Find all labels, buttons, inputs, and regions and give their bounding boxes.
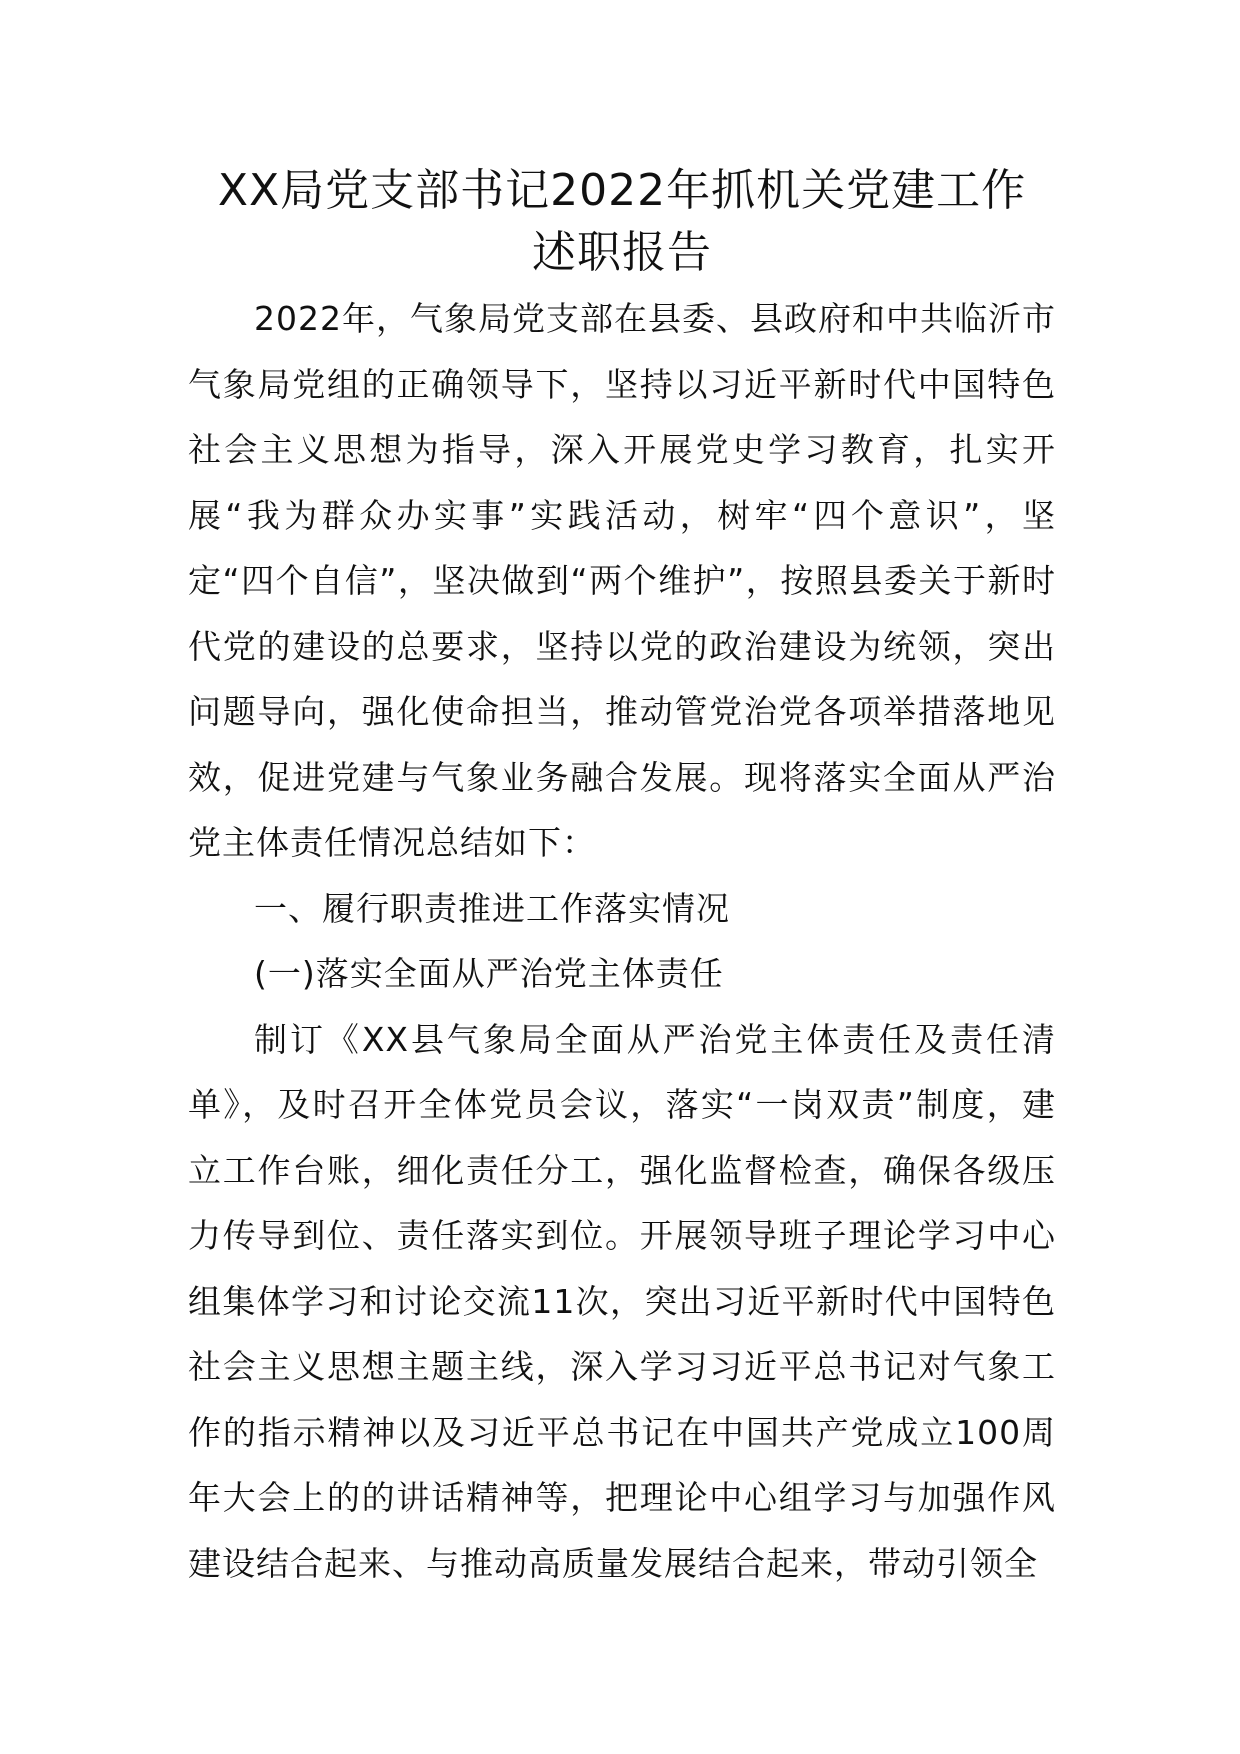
title-line-2: 述职报告	[532, 227, 712, 278]
document-title	[188, 160, 1056, 284]
subsection-heading: (一)落实全面从严治党主体责任	[254, 954, 724, 993]
document-page	[188, 160, 1056, 1596]
section-heading: 一、履行职责推进工作落实情况	[254, 888, 730, 928]
intro-paragraph: 2022年，气象局党支部在县委、县政府和中共临沂市气象局党组的正确领导下，坚持以习近平新时代中国特色社会主义思想为指导，深入开展党史学习教育，扎实开展“我为群众办实事”实践活动，树牢“四个意识”，坚定“四个自信”，坚决做到“两个维护”，按照县委关于新时代党的建设的总要求，坚持以党的政治建设为统领，突出问题导向，强化使命担当，推动管党治党各项举措落地见效，促进党建与气象业务融合发展。现将落实全面从严治党主体责任情况总结如下：	[188, 299, 1056, 862]
title-line-1: XX局党支部书记2022年抓机关党建工作	[217, 165, 1027, 216]
document-body	[188, 286, 1056, 1596]
body-paragraph: 制订《XX县气象局全面从严治党主体责任及责任清单》，及时召开全体党员会议，落实“一岗双责”制度，建立工作台账，细化责任分工，强化监督检查，确保各级压力传导到位、责任落实到位。开展领导班子理论学习中心组集体学习和讨论交流11次，突出习近平新时代中国特色社会主义思想主题主线，深入学习习近平总书记对气象工作的指示精神以及习近平总书记在中国共产党成立100周年大会上的的讲话精神等，把理论中心组学习与加强作风建设结合起来、与推动高质量发展结合起来，带动引领全	[188, 1019, 1056, 1583]
